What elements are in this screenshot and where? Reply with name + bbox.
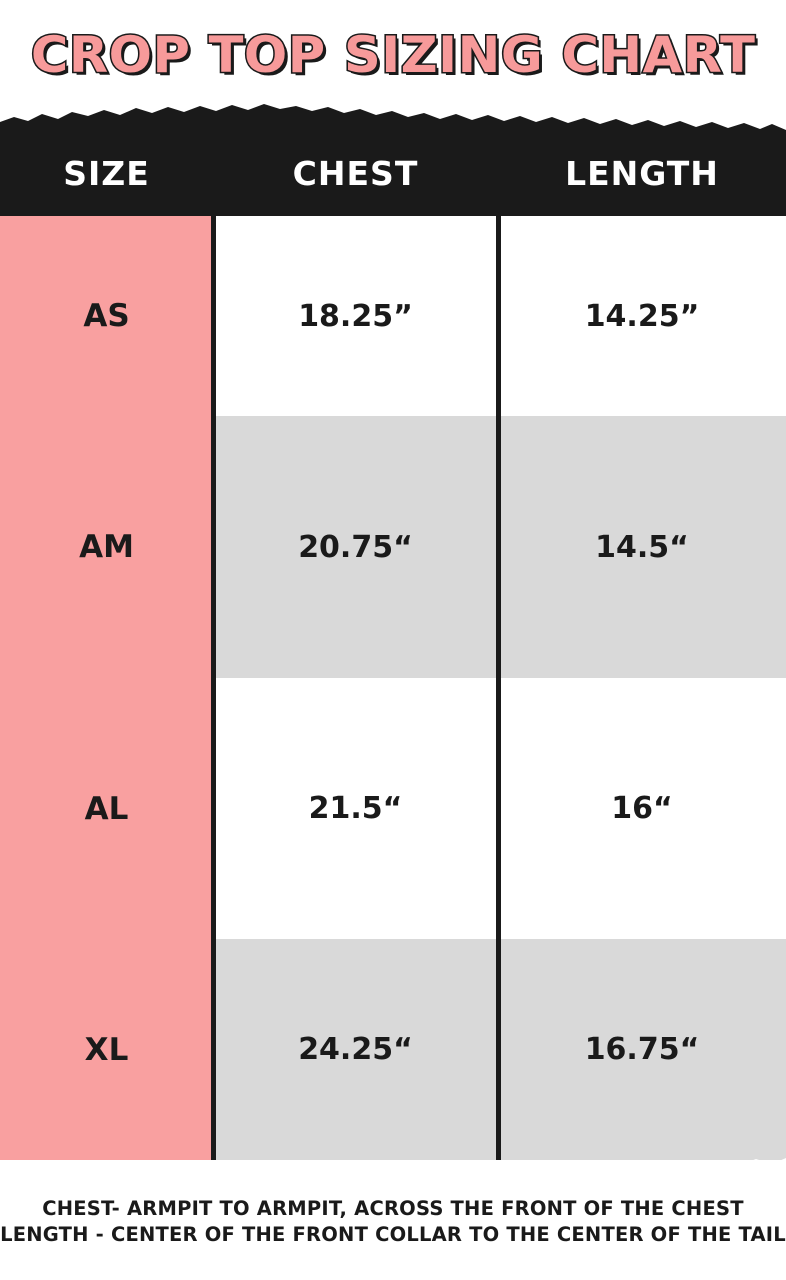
torn-paper-bottom-edge: [0, 1140, 786, 1185]
table-row: [0, 416, 786, 678]
cell-chest: 21.5“: [213, 678, 498, 939]
page-title: CROP TOP SIZING CHART: [30, 26, 756, 84]
cell-size: AS: [0, 216, 213, 416]
footnote-chest: CHEST- ARMPIT TO ARMPIT, ACROSS THE FRONT OF THE CHEST: [42, 1197, 744, 1220]
cell-size: AM: [0, 416, 213, 678]
column-divider-2: [496, 216, 501, 1160]
cell-size: XL: [0, 939, 213, 1160]
cell-length: 14.5“: [498, 416, 786, 678]
cell-chest: 20.75“: [213, 416, 498, 678]
column-header-length: LENGTH: [565, 153, 719, 193]
cell-length: 16“: [498, 678, 786, 939]
table-body: [0, 216, 786, 1160]
title-band: [0, 0, 786, 110]
cell-length: 16.75“: [498, 939, 786, 1160]
cell-size: AL: [0, 678, 213, 939]
column-header-chest: CHEST: [292, 153, 419, 193]
column-header-size: SIZE: [63, 153, 150, 193]
footnotes: [0, 1196, 786, 1249]
table-row: [0, 939, 786, 1160]
cell-chest: 18.25”: [213, 216, 498, 416]
cell-length: 14.25”: [498, 216, 786, 416]
table-row: [0, 216, 786, 416]
table-header-row: [0, 130, 786, 216]
cell-chest: 24.25“: [213, 939, 498, 1160]
footnote-length: LENGTH - CENTER OF THE FRONT COLLAR TO THE CENTER OF THE TAIL: [0, 1223, 786, 1247]
table-row: [0, 678, 786, 939]
column-divider-1: [211, 216, 216, 1160]
